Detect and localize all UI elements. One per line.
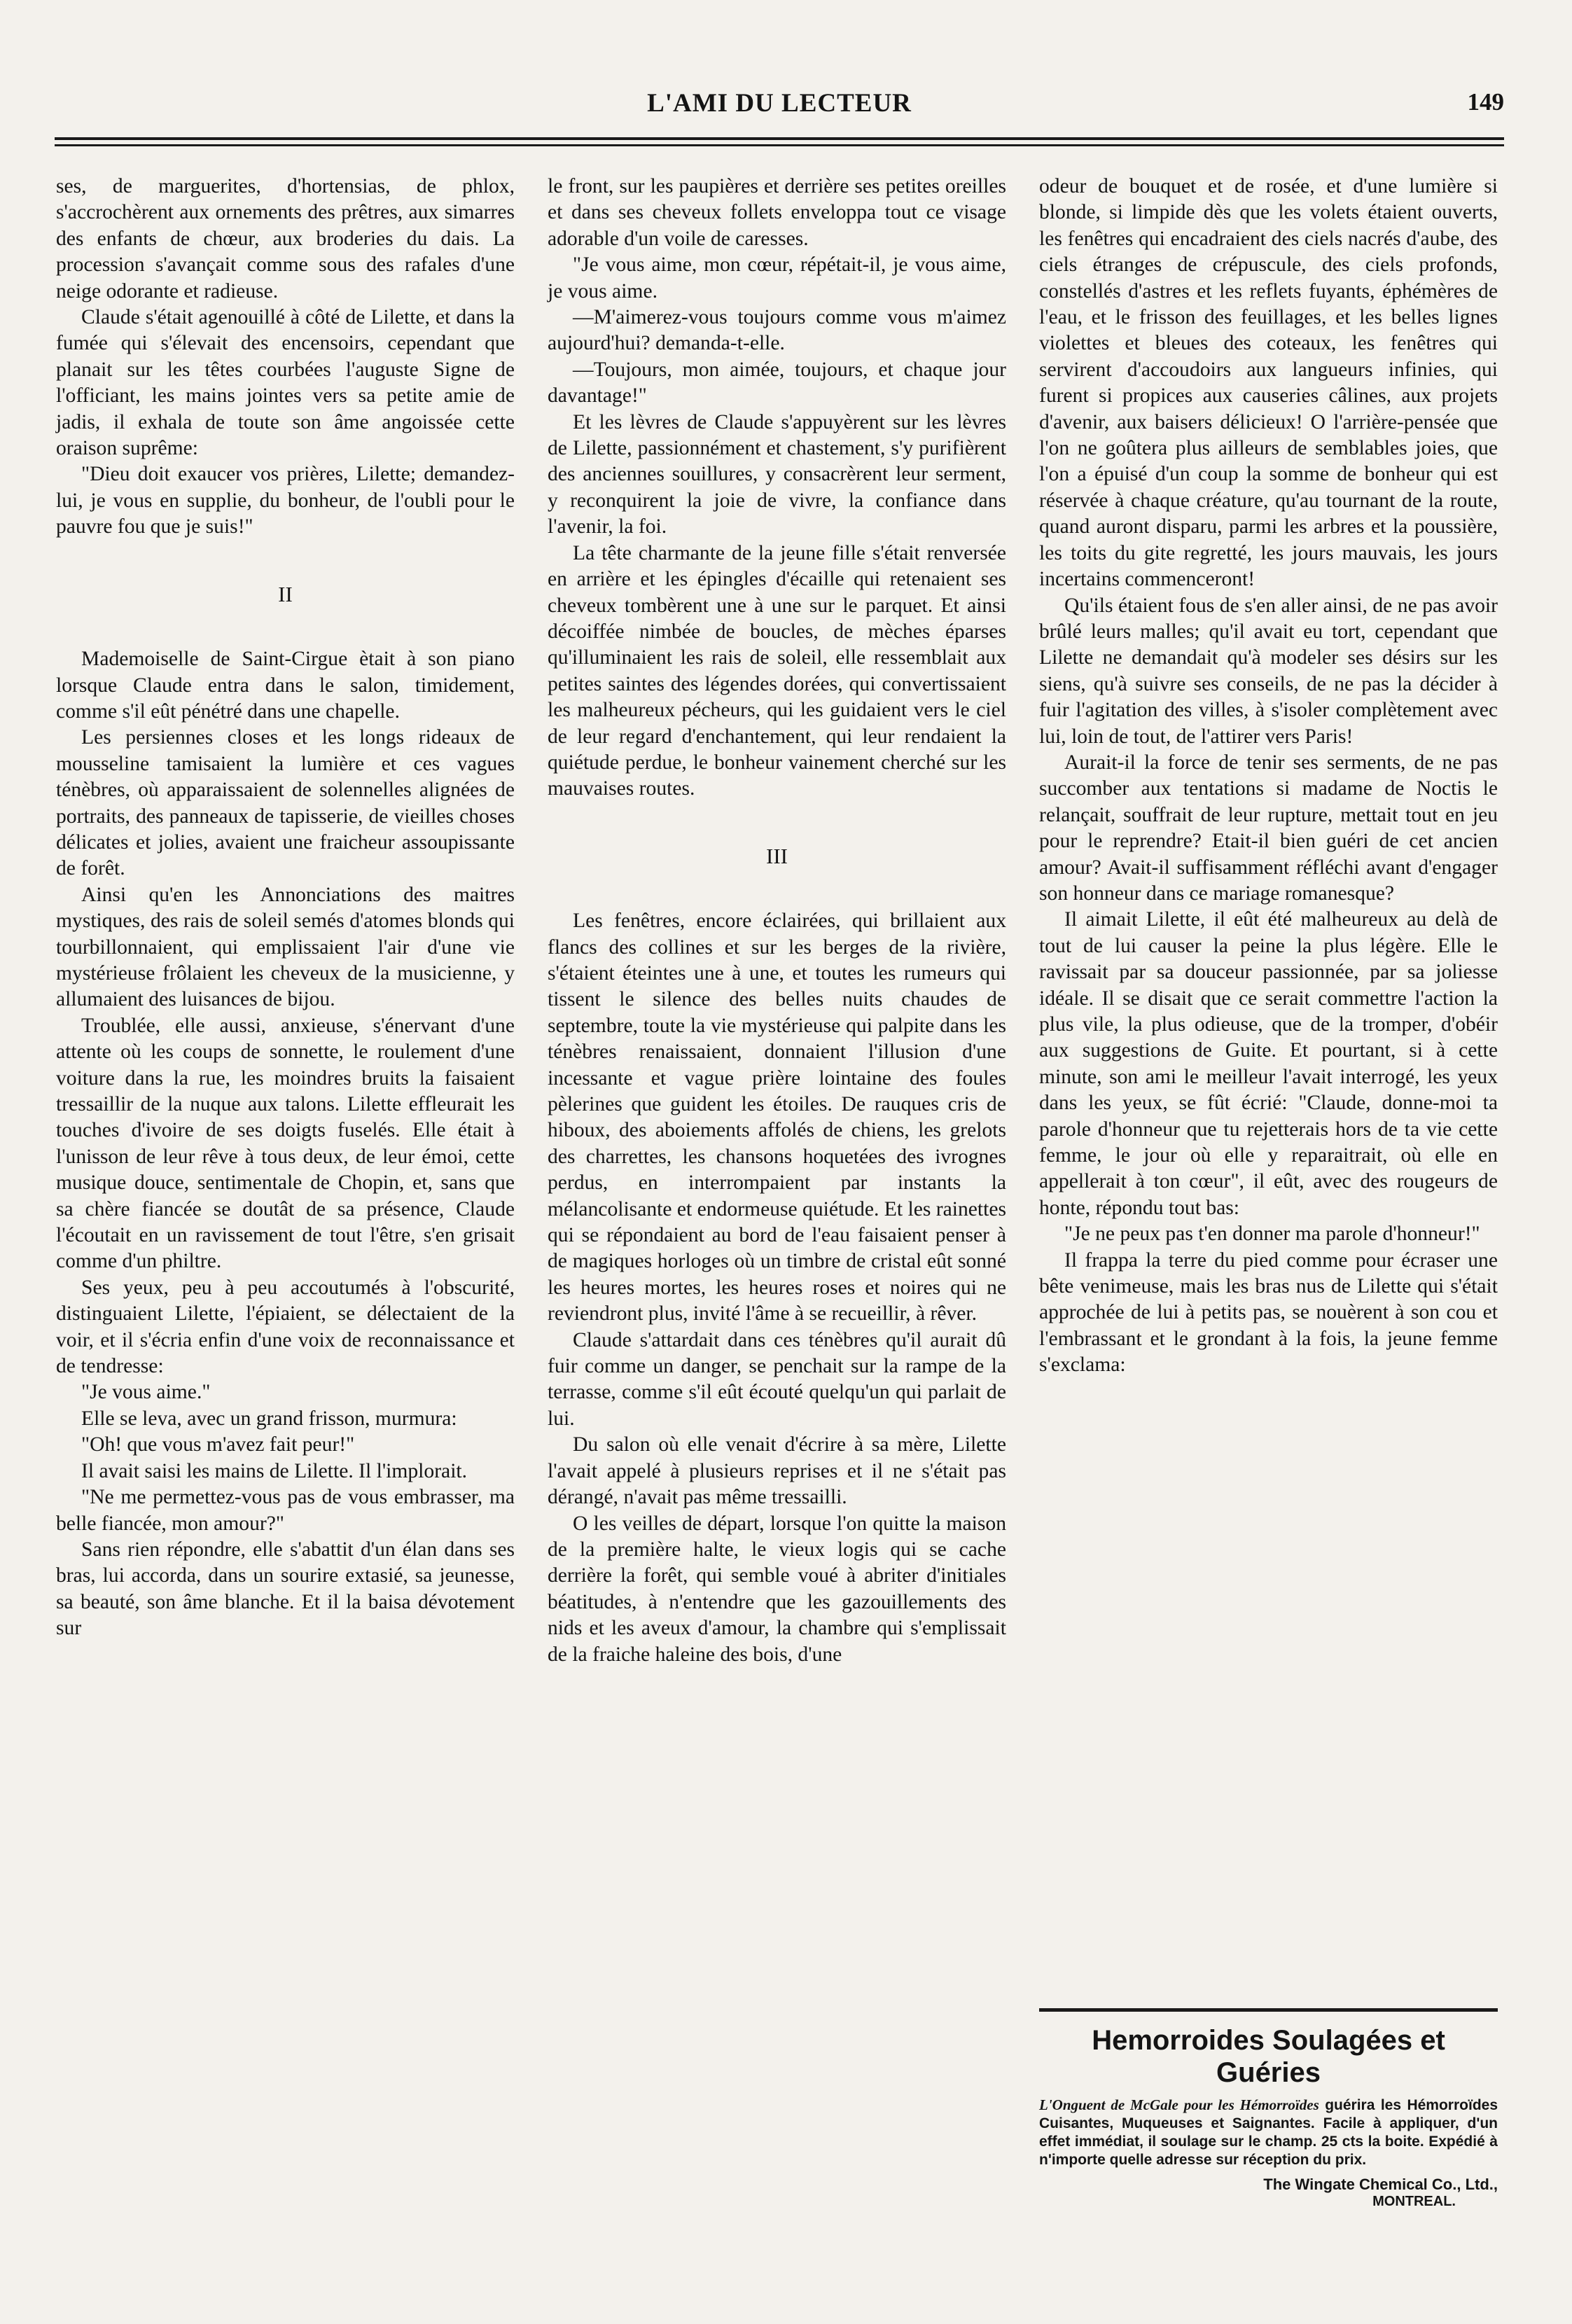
paragraph: —M'aimerez-vous toujours comme vous m'aimez aujourd'hui? demanda-t-elle.	[548, 306, 1006, 355]
ad-body-product: L'Onguent de McGale pour les Hémorroïdes	[1039, 2096, 1319, 2113]
paragraph: Les fenêtres, encore éclairées, qui brillaient aux flancs des collines et sur les berges de la rivière, s'étaient éteintes une à une, et toutes les rumeurs qui tissent le silence des belles nuits chaudes de septembre, toute la vie mystérieuse qui palpite dans les ténèbres renaissaient, donnaient l'illusion d'une incessante et vague prière lointaine des foules pèlerines que guident les étoiles. De rauques cris de hiboux, des aboiements affolés de chiens, les grelots des charrettes, les chansons hoquetées des ivrognes perdus, en interrompaient par instants la mélancolisante et endormeuse quiétude. Et les rainettes qui se répondaient au bord de l'eau faisaient penser à de magiques horloges où un timbre de cristal eût sonné les heures mortes, les heures roses et noires qui ne reviendront plus, invité l'âme à se recueillir, à rêver.	[548, 910, 1006, 1325]
paragraph: "Je vous aime."	[81, 1381, 211, 1404]
paragraph: Il frappa la terre du pied comme pour écraser une bête venimeuse, mais les bras nus de Lilette qui s'était approchée de lui à petits pas, se nouèrent à son cou et l'embrassant et le grondant à la fois, la jeune femme s'exclama:	[1039, 1248, 1498, 1377]
paragraph: "Je vous aime, mon cœur, répétait-il, je vous aime, je vous aime.	[548, 253, 1006, 302]
ad-body	[1039, 2096, 1498, 2169]
paragraph: Qu'ils étaient fous de s'en aller ainsi, de ne pas avoir brûlé leurs malles; qu'il avait eu tort, cependant que Lilette ne demandait qu'à modeler ses désirs sur les siens, qu'à suivre ses conseils, de ne pas la décider à fuir l'agitation des villes, à s'isoler complètement avec lui, loin de tout, de l'attirer vers Paris!	[1039, 594, 1498, 748]
page-header	[55, 83, 1504, 125]
paragraph: Claude s'attardait dans ces ténèbres qu'il aurait dû fuir comme un danger, se penchait sur la rampe de la terrasse, comme s'il eût écouté quelqu'un qui parlait de lui.	[548, 1328, 1006, 1430]
paragraph: La tête charmante de la jeune fille s'était renversée en arrière et les épingles d'écaille qui retenaient ses cheveux tombèrent une à une sur le parquet. Et ainsi décoiffée nimbée de boucles, de mèches éparses qu'illuminaient les rais de soleil, elle ressemblait aux petites saintes des légendes dorées, qui convertissaient les malheureux pécheurs, qui les guidaient vers le ciel de leur regard d'enchantement, qui leur rendaient la quiétude perdue, le bonheur vainement cherché sur les mauvaises routes.	[548, 541, 1006, 800]
header-rule-top	[55, 137, 1504, 140]
paragraph: "Dieu doit exaucer vos prières, Lilette; demandez-lui, je vous en supplie, du bonheur, de l'oubli pour le pauvre fou que je suis!"	[56, 463, 515, 538]
paragraph: Du salon où elle venait d'écrire à sa mère, Lilette l'avait appelé à plusieurs reprises et il ne s'était pas dérangé, n'avait pas même tressailli.	[548, 1433, 1006, 1509]
header-rule-bottom	[55, 144, 1504, 146]
paragraph: Ainsi qu'en les Annonciations des maitres mystiques, des rais de soleil semés d'atomes blonds qui tourbillonnaient, qui emplissaient l'air d'une vie mystérieuse frôlaient les cheveux de la musicienne, y allumaient des luisances de bijou.	[56, 883, 515, 1011]
section-heading-iii: III	[766, 843, 788, 868]
paragraph: Elle se leva, avec un grand frisson, murmura:	[81, 1407, 457, 1430]
paragraph: Et les lèvres de Claude s'appuyèrent sur les lèvres de Lilette, passionnément et chastement, s'y purifièrent des anciennes souillures, y consacrèrent leur serment, y reconquirent la joie de vivre, la confiance dans l'avenir, la foi.	[548, 410, 1006, 538]
paragraph: Mademoiselle de Saint-Cirgue ètait à son piano lorsque Claude entra dans le salon, timidement, comme s'il eût pénétré dans une chapelle.	[56, 648, 515, 723]
paragraph: Claude s'était agenouillé à côté de Lilette, et dans la fumée qui s'élevait des encensoirs, cependant que planait sur les têtes courbées l'auguste Signe de l'officiant, les mains jointes vers sa petite amie de jadis, il exhala de toute son âme angoissée cette oraison suprême:	[56, 306, 515, 460]
page-number: 149	[1467, 88, 1504, 116]
paragraph: odeur de bouquet et de rosée, et d'une lumière si blonde, si limpide dès que les volets étaient ouverts, les fenêtres qui encadraient des ciels nacrés d'aube, des ciels étranges de crépuscule, des ciels profonds, constellés d'astres et les reflets fuyants, éphémères de l'eau, et le frisson des feuillages, et les belles lignes violettes et bleues des coteaux, les fenêtres qui servirent d'accoudoirs aux langueurs infinies, qui furent si propices aux causeries câlines, aux projets d'avenir, aux baisers délicieux! O l'arrière-pensée que l'on ne goûtera plus ailleurs de semblables joies, que l'on a épuisé d'un coup la somme de bonheur qui est réservée à chaque créature, qu'au tournant de la route, quand auront disparu, parmi les arbres et la poussière, les toits du gite regretté, les jours mauvais, les jours incertains commenceront!	[1039, 175, 1498, 591]
paragraph: "Ne me permettez-vous pas de vous embrasser, ma belle fiancée, mon amour?"	[56, 1486, 515, 1535]
paragraph: Il aimait Lilette, il eût été malheureux au delà de tout de lui causer la peine la plus légère. Elle le ravissait par sa douceur passionnée, par sa joliesse idéale. Il se disait que ce serait commettre l'action la plus vile, la plus odieuse, que de la tromper, d'obéir aux suggestions de Guite. Et pourtant, si à cette minute, son ami le meilleur l'avait interrogé, les yeux dans les yeux, se fût écrié: "Claude, donne-moi ta parole d'honneur que tu rejetterais hors de ta vie cette femme, le jour où elle y reparaitrait, où elle en appellerait à ton cœur", il eût, avec des rougeurs de honte, répondu tout bas:	[1039, 908, 1498, 1219]
paragraph: Sans rien répondre, elle s'abattit d'un élan dans ses bras, lui accorda, dans un sourire extasié, sa jeunesse, sa beauté, son âme blanche. Et il la baisa dévotement sur	[56, 1538, 515, 1640]
paragraph: Les persiennes closes et les longs rideaux de mousseline tamisaient la lumière et ces vagues ténèbres, où apparaissaient de solennelles alignées de portraits, des panneaux de tapisserie, de vieilles choses délicates et jolies, avaient une fraicheur assoupissante de forêt.	[56, 726, 515, 880]
paragraph: "Je ne peux pas t'en donner ma parole d'honneur!"	[1064, 1223, 1480, 1246]
column-1	[56, 174, 515, 1642]
paragraph: —Toujours, mon aimée, toujours, et chaque jour davantage!"	[548, 358, 1006, 408]
ad-signature: The Wingate Chemical Co., Ltd.,	[1263, 2176, 1498, 2193]
section-heading-ii: II	[278, 581, 293, 606]
advertisement-box	[1039, 2008, 1498, 2210]
paragraph: le front, sur les paupières et derrière ses petites oreilles et dans ses cheveux follets enveloppa tout ce visage adorable d'un voile de caresses.	[548, 175, 1006, 250]
ad-city: MONTREAL.	[1372, 2194, 1456, 2209]
paragraph: Aurait-il la force de tenir ses serments, de ne pas succomber aux tentations si madame de Noctis le relançait, souffrait de leur rupture, mettait tout en jeu pour le reprendre? Etait-il bien guéri de cet ancien amour? Avait-il suffisamment réfléchi avant d'engager son honneur dans ce mariage romanesque?	[1039, 751, 1498, 905]
ad-title: Hemorroides Soulagées et Guéries	[1092, 2025, 1445, 2088]
column-2	[548, 174, 1006, 1668]
paragraph: Troublée, elle aussi, anxieuse, s'énervant d'une attente où les coups de sonnette, le roulement d'une voiture dans la rue, les moindres bruits la faisaient tressaillir de la nuque aux talons. Lilette effleurait les touches d'ivoire de ses doigts fuselés. Elle était à l'unisson de leur rêve à tous deux, de leur émoi, cette musique douce, sentimentale de Chopin, et, sans que sa chère fiancée se doutât de sa présence, Claude l'écoutait en un ravissement de tout l'être, s'en grisait comme d'un philtre.	[56, 1014, 515, 1273]
column-3	[1039, 174, 1498, 1379]
paragraph: ses, de marguerites, d'hortensias, de phlox, s'accrochèrent aux ornements des prêtres, aux simarres des enfants de chœur, aux broderies du dais. La procession s'avançait comme sous des rafales d'une neige odorante et radieuse.	[56, 175, 515, 302]
paragraph: "Oh! que vous m'avez fait peur!"	[81, 1433, 355, 1456]
paragraph: Il avait saisi les mains de Lilette. Il l'implorait.	[81, 1459, 468, 1482]
publication-title: L'AMI DU LECTEUR	[647, 89, 912, 118]
paragraph: O les veilles de départ, lorsque l'on quitte la maison de la première halte, le vieux logis qui se cache derrière la forêt, qui semble voué à abriter d'initiales béatitudes, à n'entendre que les gazouillements des nids et les aveux d'amour, la chambre qui s'emplissait de la fraiche haleine des bois, d'une	[548, 1512, 1006, 1666]
ad-body-text: guérira les Hémorroïdes Cuisantes, Muqueuses et Saignantes. Facile à appliquer, d'un effet immédiat, il soulage sur le champ. 25 cts la boite. Expédié à n'importe quelle adresse sur réception du prix.	[1039, 2097, 1498, 2168]
paragraph: Ses yeux, peu à peu accoutumés à l'obscurité, distinguaient Lilette, l'épiaient, se délectaient de la voir, et il s'écria enfin d'une voix de reconnaissance et de tendresse:	[56, 1276, 515, 1378]
